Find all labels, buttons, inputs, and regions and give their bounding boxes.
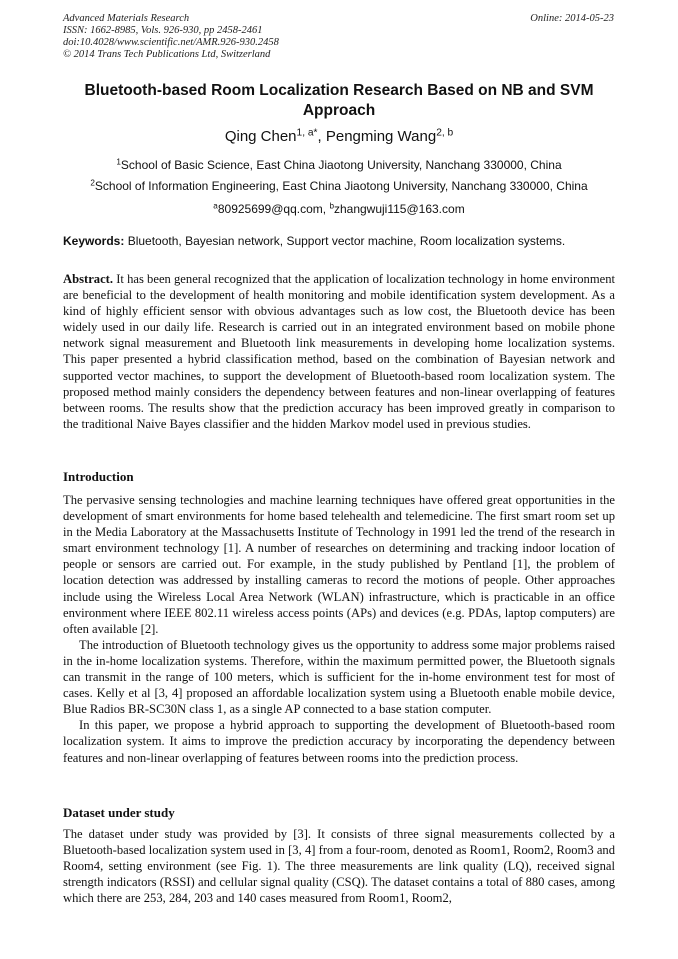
email-b-sup: b (329, 201, 334, 211)
paper-title: Bluetooth-based Room Localization Research Based on NB and SVM Approach (84, 82, 594, 119)
email-a-sup: a (213, 201, 218, 211)
affiliation-2 (63, 178, 615, 194)
introduction-heading: Introduction (63, 469, 134, 484)
dataset-heading: Dataset under study (63, 805, 175, 820)
abstract-label: Abstract. (63, 272, 114, 286)
author-separator: , (317, 128, 326, 145)
abstract-text: It has been general recognized that the application of localization technology in home environment are beneficial to the development of health monitoring and mobile identification system development. As a kind of highly efficient sensor with obvious advantages such as low cost, the Bluetooth device has been widely used in our daily life. Research is carried out in an integrated environment based on mobile phone network signal measurement and Bluetooth link measurements in developing home localization systems. This paper presented a hybrid classification method, based on the combination of Bayesian network and supported vector machines, to support the development of Bluetooth-based room localization system. The proposed method mainly considers the dependency between features and non-linear overlapping of features between rooms. The results show that the prediction accuracy has been improved greatly in comparison to the traditional Naive Bayes classifier and the hidden Markov model used in previous studies. (63, 272, 615, 431)
author-2-name: Pengming Wang (325, 128, 437, 145)
affiliation-1 (63, 157, 615, 173)
online-date: Online: 2014-05-23 (530, 13, 614, 24)
affiliation-1-sup: 1 (116, 157, 121, 167)
keywords-label: Keywords: (63, 234, 125, 248)
journal-name: Advanced Materials Research (63, 13, 190, 24)
affiliation-2-text: School of Information Engineering, East China Jiaotong University, Nanchang 330000, China (94, 179, 588, 193)
email-b: zhangwuji115@163.com (333, 202, 465, 216)
introduction-paragraph-2: The introduction of Bluetooth technology gives us the opportunity to address some major problems raised in the in-home localization systems. Therefore, within the maximum permitted power, the Bluetooth signals can transmit in the range of 100 meters, which is sufficient for the in-home environment test for most of cases. Kelly et al [3, 4] proposed an affordable localization system using a Bluetooth enable mobile device, Blue Radios BR-SC30N class 1, as a single AP connected to a base station computer. (63, 637, 615, 717)
abstract (63, 271, 615, 432)
introduction-body (63, 492, 615, 766)
affiliation-1-text: School of Basic Science, East China Jiaotong University, Nanchang 330000, China (120, 158, 562, 172)
author-line (63, 127, 615, 147)
keywords-text: Bluetooth, Bayesian network, Support vector machine, Room localization systems. (124, 234, 566, 248)
author-1-sup: 1, a* (296, 127, 318, 139)
email-line (63, 201, 615, 217)
author-2-sup: 2, b (436, 127, 454, 139)
keywords (63, 233, 615, 249)
journal-header (63, 13, 279, 61)
issn-line: ISSN: 1662-8985, Vols. 926-930, pp 2458-2461 (63, 25, 263, 36)
dataset-paragraph-1: The dataset under study was provided by [3]. It consists of three signal measurements collected by a Bluetooth-based localization system used in [3, 4] from a four-room, denoted as Room1, Room2, Room3 and Room4, setting environment (see Fig. 1). The three measurements are link quality (LQ), received signal strength indicators (RSSI) and cellular signal quality (CSQ). The dataset contains a total of 880 cases, among which there are 253, 284, 203 and 140 cases measured from Room1, Room2, (63, 827, 615, 906)
introduction-paragraph-1: The pervasive sensing technologies and machine learning techniques have offered great opportunities in the development of smart environments for home based telehealth and telemedicine. The first smart room set up in the Media Laboratory at the Massachusetts Institute of Technology in 1991 led the trend of the research in smart environment technology [1]. A number of researches on determining and tracking indoor location of people or sensors are carried out. For example, in the study published by Pentland [1], the problem of location detection was addressed by installing cameras to record the motions of people. Other approaches include using the Wireless Local Area Network (WLAN) infrastructure, which is practicable in an office environment where IEEE 802.11 wireless access points (APs) and devices (e.g. PDAs, laptop computers) are often available [2]. (63, 493, 615, 636)
dataset-body (63, 826, 615, 906)
author-1-name: Qing Chen (224, 128, 297, 145)
introduction-paragraph-3: In this paper, we propose a hybrid approach to supporting the development of Bluetooth-based room localization system. It aims to improve the prediction accuracy by incorporating the dependency between features and non-linear overlapping of features between rooms into the prediction process. (63, 718, 615, 765)
email-a: 80925699@qq.com, (217, 202, 330, 216)
affiliation-2-sup: 2 (90, 178, 95, 188)
doi-line: doi:10.4028/www.scientific.net/AMR.926-930.2458 (63, 37, 279, 48)
copyright-line: © 2014 Trans Tech Publications Ltd, Switzerland (63, 49, 271, 60)
